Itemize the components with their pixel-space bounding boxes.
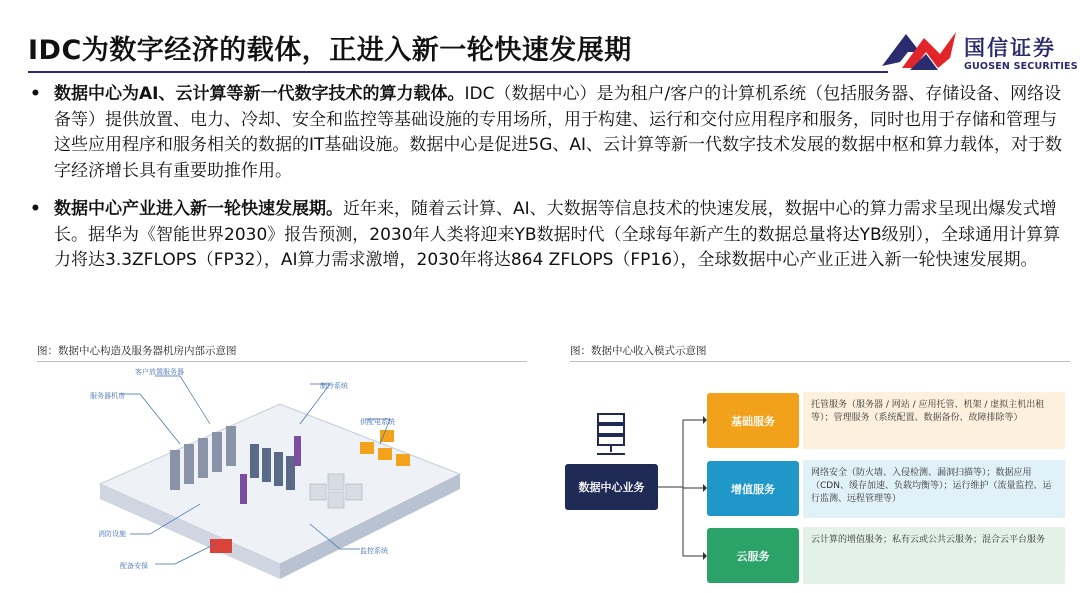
cloud-service-description: 云计算的增值服务；私有云或公共云服务；混合云平台服务 — [803, 527, 1065, 584]
label-power: 供配电系统 — [360, 418, 395, 426]
bullet-text: IDC（数据中心）是为租户/客户的计算机系统（包括服务器、存储设备、网络设备等）提供放置、电力、冷却、安全和监控等基础设施的专用场所，用于构建、运行和交付应用程序和服务，同时也用于存储和管理与这些应用程序和服务相关的数据的IT基础设施。数据中心是促进5G、AI、云计算等新一代数字技术发展的数据中枢和算力载体，对于数字经济增长具有重要助推作用。 — [54, 84, 1063, 181]
bullet-item — [28, 82, 1068, 184]
basic-service-description: 托管服务（服务器 / 网站 / 应用托管、机架 / 虚拟主机出租等）；管理服务（系统配置、数据备份、故障排除等） — [803, 392, 1065, 449]
label-security: 配备安保 — [120, 562, 148, 570]
logo-english-name: GUOSEN SECURITIES — [964, 61, 1078, 72]
bullet-lead: 数据中心为AI、云计算等新一代数字技术的算力载体。 — [54, 84, 465, 104]
basic-service-box: 基础服务 — [707, 393, 799, 448]
value-added-service-box: 增值服务 — [707, 461, 799, 516]
label-customer-servers: 客户放置服务器 — [135, 368, 184, 376]
server-stack-icon — [593, 412, 629, 458]
bullet-marker: • — [30, 84, 41, 104]
datacenter-illustration — [60, 364, 500, 593]
cloud-service-box: 云服务 — [707, 528, 799, 583]
label-cooling: 制冷系统 — [320, 382, 348, 390]
value-added-service-description: 网络安全（防火墙、入侵检测、漏洞扫描等）；数据应用（CDN、缓存加速、负载均衡等）；运行维护（流量监控、运行监测、远程管理等） — [803, 460, 1065, 518]
title-underline — [28, 71, 888, 73]
bullet-list — [28, 82, 1068, 274]
left-figure-caption: 图：数据中心构造及服务器机房内部示意图 — [37, 345, 237, 357]
label-monitoring: 监控系统 — [360, 547, 388, 555]
slide-title: IDC为数字经济的载体，正进入新一轮快速发展期 — [28, 35, 632, 66]
label-fire: 消防设施 — [98, 530, 126, 538]
logo-chinese-name: 国信证券 — [964, 36, 1056, 60]
bullet-lead: 数据中心产业进入新一轮快速发展期。 — [54, 199, 343, 219]
right-caption-rule — [570, 361, 1070, 362]
bullet-text: 近年来，随着云计算、AI、大数据等信息技术的快速发展，数据中心的算力需求呈现出爆发式增长。据华为《智能世界2030》报告预测，2030年人类将迎来YB数据时代（全球每年新产生的数据总量将达YB级别），全球通用计算算力将达3.3ZFLOPS（FP32），AI算力需求激增，2030年将达864 ZFLOPS（FP16），全球数据中心产业正进入新一轮快速发展期。 — [54, 199, 1061, 270]
left-caption-rule — [37, 361, 527, 362]
guosen-logo — [880, 28, 1078, 76]
right-figure-caption: 图：数据中心收入模式示意图 — [570, 345, 707, 357]
label-server-room: 服务器机房 — [90, 392, 125, 400]
guosen-logo-mark-icon — [880, 28, 958, 74]
core-business-box: 数据中心业务 — [565, 464, 658, 510]
revenue-model-diagram — [565, 380, 1070, 590]
bullet-marker: • — [30, 199, 41, 219]
slide-header — [0, 0, 1080, 82]
bullet-item — [28, 197, 1068, 274]
